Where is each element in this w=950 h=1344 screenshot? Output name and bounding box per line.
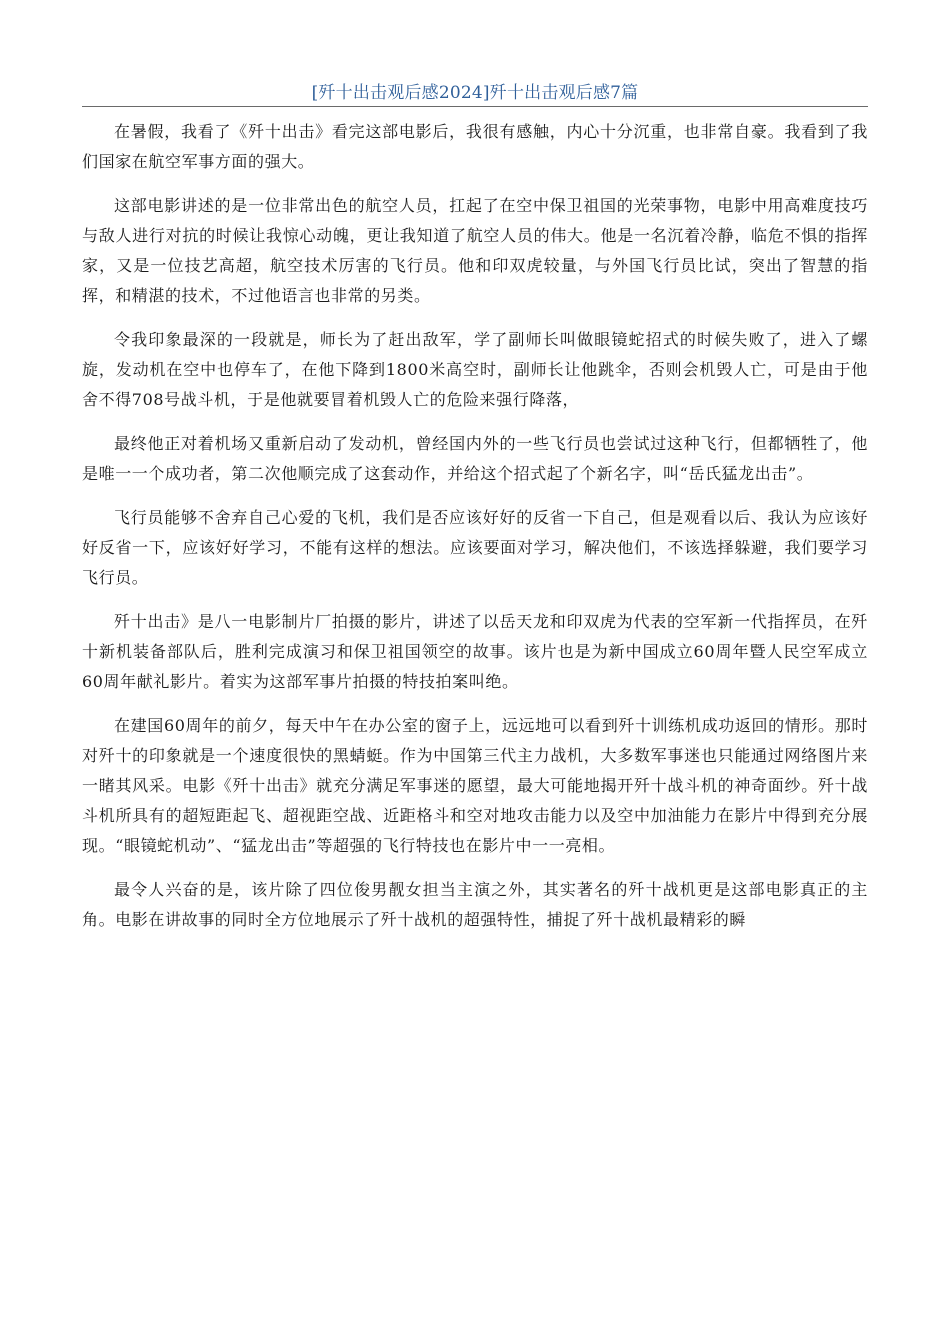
paragraph-7: 在建国60周年的前夕，每天中午在办公室的窗子上，远远地可以看到歼十训练机成功返回的情形。那时对歼十的印象就是一个速度很快的黑蜻蜓。作为中国第三代主力战机，大多数军事迷也只能通过网络图片来一睹其风采。电影《歼十出击》就充分满足军事迷的愿望，最大可能地揭开歼十战斗机的神奇面纱。歼十战斗机所具有的超短距起飞、超视距空战、近距格斗和空对地攻击能力以及空中加油能力在影片中得到充分展现。“眼镜蛇机动”、“猛龙出击”等超强的飞行特技也在影片中一一亮相。 [82,716,868,855]
paragraph-6: 歼十出击》是八一电影制片厂拍摄的影片，讲述了以岳天龙和印双虎为代表的空军新一代指挥员，在歼十新机装备部队后，胜利完成演习和保卫祖国领空的故事。该片也是为新中国成立60周年暨人民空军成立60周年献礼影片。着实为这部军事片拍摄的特技拍案叫绝。 [82,612,868,691]
paragraph-2: 这部电影讲述的是一位非常出色的航空人员，扛起了在空中保卫祖国的光荣事物，电影中用高难度技巧与敌人进行对抗的时候让我惊心动魄，更让我知道了航空人员的伟大。他是一名沉着冷静，临危不惧的指挥家，又是一位技艺高超，航空技术厉害的飞行员。他和印双虎较量，与外国飞行员比试，突出了智慧的指挥，和精湛的技术，不过他语言也非常的另类。 [82,196,868,305]
paragraph-5: 飞行员能够不舍弃自己心爱的飞机，我们是否应该好好的反省一下自己，但是观看以后、我认为应该好好反省一下，应该好好学习，不能有这样的想法。应该要面对学习，解决他们，不该选择躲避，我们要学习飞行员。 [82,508,868,587]
document-body [82,117,868,935]
paragraph-8: 最令人兴奋的是，该片除了四位俊男靓女担当主演之外，其实著名的歼十战机更是这部电影真正的主角。电影在讲故事的同时全方位地展示了歼十战机的超强特性，捕捉了歼十战机最精彩的瞬 [82,880,868,929]
paragraph-3: 令我印象最深的一段就是，师长为了赶出敌军，学了副师长叫做眼镜蛇招式的时候失败了，进入了螺旋，发动机在空中也停车了，在他下降到1800米高空时，副师长让他跳伞，否则会机毁人亡，可是由于他舍不得708号战斗机，于是他就要冒着机毁人亡的危险来强行降落， [82,330,868,409]
paragraph-1: 在暑假，我看了《歼十出击》看完这部电影后，我很有感触，内心十分沉重，也非常自豪。我看到了我们国家在航空军事方面的强大。 [82,122,868,171]
paragraph-4: 最终他正对着机场又重新启动了发动机，曾经国内外的一些飞行员也尝试过这种飞行，但都牺牲了，他是唯一一个成功者，第二次他顺完成了这套动作，并给这个招式起了个新名字，叫“岳氏猛龙出击”。 [82,434,868,483]
document-header-title: [歼十出击观后感2024]歼十出击观后感7篇 [82,80,868,107]
